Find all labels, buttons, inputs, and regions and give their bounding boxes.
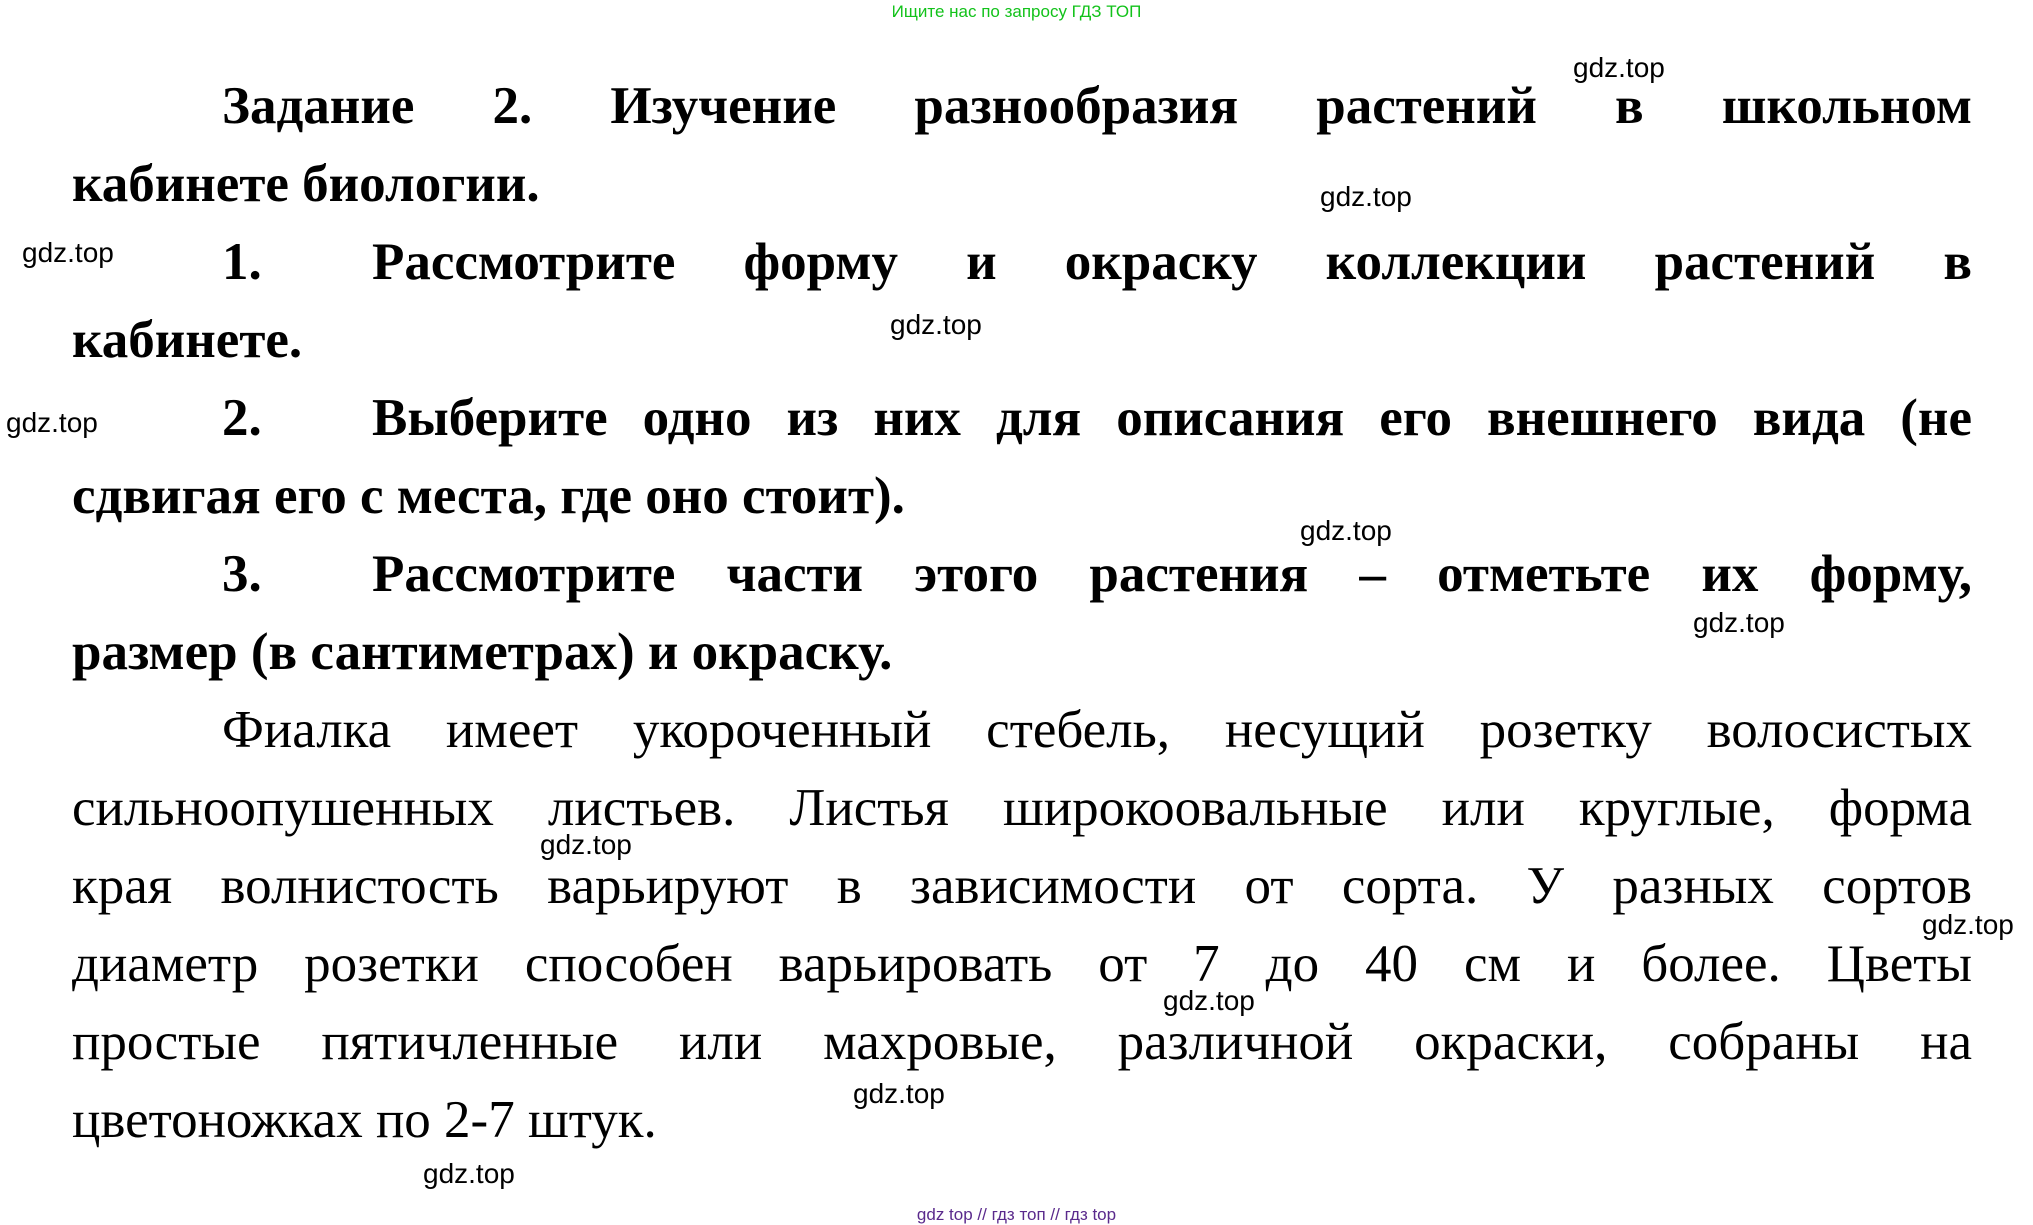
watermark: gdz.top — [1320, 181, 1412, 212]
answer-line-6: цветоножках по 2-7 штук. — [72, 1091, 657, 1149]
answer-line-1: Фиалка имеет укороченный стебель, несущий розетку волосистых — [222, 701, 1972, 759]
task-title-line-1: Задание 2. Изучение разнообразия растений в школьном — [222, 77, 1972, 135]
task-item-1-text: Рассмотрите форму и окраску коллекции растений в — [372, 233, 1972, 291]
task-item-3-line-2: размер (в сантиметрах) и окраску. — [72, 623, 893, 681]
task-item-2-text: Выберите одно из них для описания его внешнего вида (не — [372, 389, 1972, 447]
task-item-2-line-2: сдвигая его с места, где оно стоит). — [72, 467, 905, 525]
watermark: gdz.top — [1163, 985, 1255, 1016]
task-item-3-line-1 — [222, 545, 1972, 603]
answer-line-3: края волнистость варьируют в зависимости от сорта. У разных сортов — [72, 857, 1972, 915]
task-item-1-line-1 — [222, 233, 1972, 291]
task-item-3-text: Рассмотрите части этого растения – отметьте их форму, — [372, 545, 1972, 603]
watermark: gdz.top — [890, 309, 982, 340]
watermark: gdz.top — [540, 829, 632, 860]
answer-line-5: простые пятичленные или махровые, различной окраски, собраны на — [72, 1013, 1972, 1071]
watermark: gdz.top — [1693, 607, 1785, 638]
watermark: gdz.top — [1573, 52, 1665, 83]
task-item-3-number: 3. — [222, 545, 262, 603]
watermark: gdz.top — [423, 1158, 515, 1189]
watermark: gdz.top — [22, 237, 114, 268]
watermark: gdz.top — [1922, 909, 2014, 940]
footer-links: gdz top // гдз топ // гдз top — [916, 1205, 1117, 1224]
task-item-2-line-1 — [222, 389, 1972, 447]
task-item-1-number: 1. — [222, 233, 262, 291]
answer-line-2: сильноопушенных листьев. Листья широкоовальные или круглые, форма — [72, 779, 1972, 837]
watermark: gdz.top — [1300, 515, 1392, 546]
watermark: gdz.top — [6, 407, 98, 438]
watermark: gdz.top — [853, 1078, 945, 1109]
answer-line-4: диаметр розетки способен варьировать от 7 до 40 см и более. Цветы — [72, 935, 1972, 993]
task-item-1-line-2: кабинете. — [72, 311, 303, 369]
header-note: Ищите нас по запросу ГДЗ ТОП — [891, 2, 1142, 21]
task-title-line-2: кабинете биологии. — [72, 155, 540, 213]
task-item-2-number: 2. — [222, 389, 262, 447]
